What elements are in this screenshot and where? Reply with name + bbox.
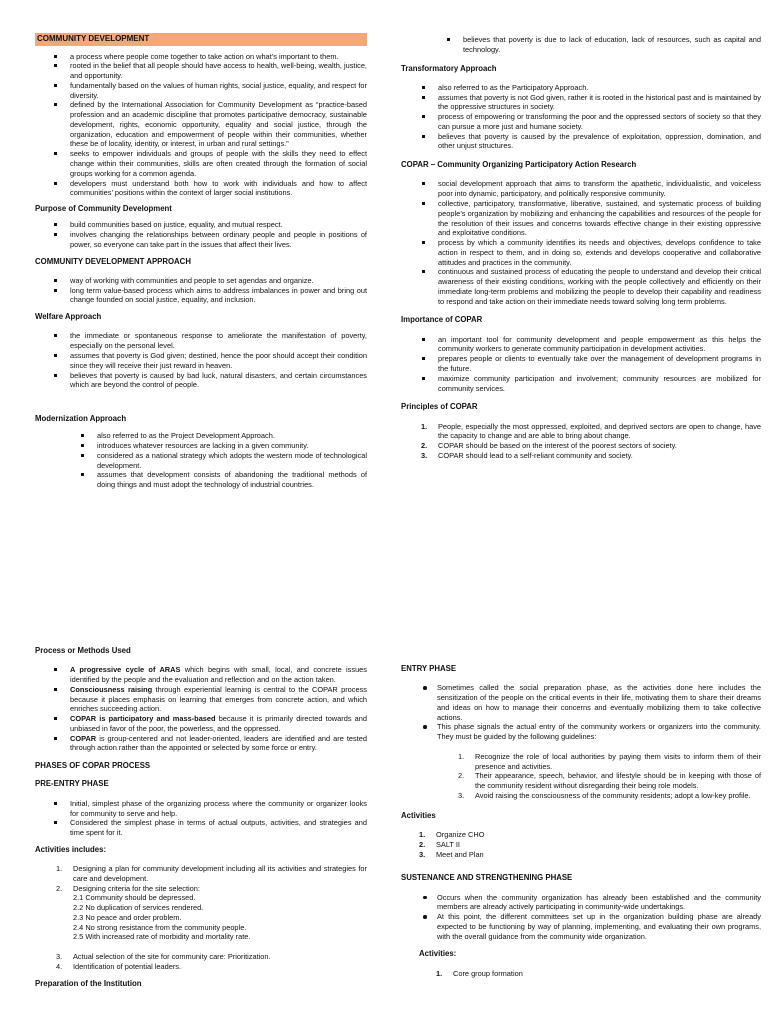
list-item: Occurs when the community organization has already been established and the community members are already actively participating in community-wide undertakings. xyxy=(437,892,761,912)
importance-heading: Importance of COPAR xyxy=(401,315,483,325)
list-item: way of working with communities and people to set agendas and organize. xyxy=(70,276,367,286)
list-item: also referred to as the Participatory Approach. xyxy=(438,83,761,93)
principles-list xyxy=(421,421,761,461)
modernization-heading: Modernization Approach xyxy=(35,414,127,424)
left-bottom-column xyxy=(35,646,367,989)
list-item: fundamentally based on the values of human rights, social justice, equality, and respect for diversity. xyxy=(70,80,367,100)
list-item: COPAR is group-centered and not leader-oriented, leaders are identified and are tested through action rather than the appointed or selected by some force or entry. xyxy=(70,733,367,753)
principles-heading: Principles of COPAR xyxy=(401,402,478,412)
copar-heading: COPAR – Community Organizing Participatory Action Research xyxy=(401,160,637,170)
cd-list xyxy=(70,52,367,198)
list-item: 3. COPAR should lead to a self-reliant community and society. xyxy=(421,450,633,460)
preentry-list xyxy=(70,799,367,838)
list-item: build communities based on justice, equality, and mutual respect. xyxy=(70,220,367,230)
phases-heading: PHASES OF COPAR PROCESS xyxy=(35,761,151,771)
list-item: assumes that poverty is God given; destined, hence the poor should accept their condition since they will receive their just reward in heaven. xyxy=(70,351,367,370)
transformatory-heading: Transformatory Approach xyxy=(401,63,497,73)
list-item: prepares people or clients to eventually take over the management of development programs in the future. xyxy=(438,354,761,373)
list-item: defined by the International Association for Community Development as “practice-based profession and an academic discipline that promotes participative democracy, sustainable development, rights, economic opportunity, equality and social justice, through the organization, education and empowerment of people within their communities, whether these be of locality, identity, or interest, in urban and rural settings.” xyxy=(70,100,367,149)
modernization-list xyxy=(97,431,367,490)
right-bottom-column xyxy=(401,664,761,978)
list-item: 2. SALT II xyxy=(419,839,460,849)
criteria-sublist xyxy=(73,893,367,942)
list-item: This phase signals the actual entry of the community workers or organizers into the community. They must be guided by the following guidelines: xyxy=(437,722,761,742)
process-heading: Process or Methods Used xyxy=(35,646,131,655)
doc-title: COMMUNITY DEVELOPMENT xyxy=(35,33,367,46)
list-item: 2. COPAR should be based on the interest of the poorest sectors of society. xyxy=(421,441,677,451)
list-item: collective, participatory, transformative, liberative, sustained, and systematic process of building people’s organization by mobilizing and enhancing the capabilities and resources of the people for the resolution of their issues and concerns towards effective change in their existing oppressive and exploitative conditions. xyxy=(438,198,761,238)
list-item: assumes that development consists of abandoning the traditional methods of doing things and must adopt the technology of industrial countries. xyxy=(97,470,367,490)
preparation-heading: Preparation of the Institution xyxy=(35,978,142,988)
guidelines-list xyxy=(458,751,761,801)
list-item: 1. Recognize the role of local authorities by paying them visits to inform them of their presence and activities. xyxy=(458,751,761,771)
entry-activities-list xyxy=(419,829,761,859)
list-item: a process where people come together to take action on what’s important to them. xyxy=(70,52,367,62)
list-item: Considered the simplest phase in terms of actual outputs, activities, and strategies and time spent for it. xyxy=(70,818,367,838)
list-item: 2.1 Community should be depressed. xyxy=(73,893,196,903)
list-item: continuous and sustained process of educating the people to understand and develop their critical awareness of their existing conditions, working with the people collectively and efficiently on their immediate long-term problems and mobilizing the people to develop their capability and readiness to respond and take action on their immediate needs toward solving long term problems. xyxy=(438,267,761,306)
list-item: Sometimes called the social preparation phase, as the activities done here includes the sensitization of the people on the critical events in their life, motivating them to share their dreams and ideas on how to manage their concerns and eventually mobilizing them to take collective actions. xyxy=(437,683,761,722)
process-list xyxy=(70,665,367,753)
list-item: maximize community participation and involvement; community resources are mobilized for community services. xyxy=(438,373,761,393)
list-item: 2.5 With increased rate of morbidity and mortality rate. xyxy=(73,932,251,942)
list-item: COPAR is participatory and mass-based because it is primarily directed towards and unbiased in favor of the poor, the powerless, and the oppressed. xyxy=(70,714,367,733)
list-item: 3. Actual selection of the site for community care: Prioritization. xyxy=(56,952,271,962)
list-item: also referred to as the Project Development Approach. xyxy=(97,431,367,441)
list-item: 1. Organize CHO xyxy=(419,829,485,839)
list-item: 2.4 No strong resistance from the community people. xyxy=(73,922,247,932)
list-item: introduces whatever resources are lacking in a given community. xyxy=(97,441,367,451)
purpose-heading: Purpose of Community Development xyxy=(35,204,172,214)
list-item: believes that poverty is caused by the prevalence of exploitation, oppression, domination, and other unjust structures. xyxy=(438,131,761,151)
purpose-list xyxy=(70,220,367,249)
list-item: social development approach that aims to transform the apathetic, individualistic, and voiceless poor into dynamic, participatory, and politically responsive community. xyxy=(438,179,761,199)
activities2-heading: Activities: xyxy=(419,949,457,959)
modernization-cont-list xyxy=(463,35,761,55)
activities-heading: Activities xyxy=(401,810,436,820)
list-item: believes that poverty is due to lack of education, lack of resources, such as capital and technology. xyxy=(463,35,761,54)
list-item: 1. Core group formation xyxy=(436,968,523,978)
list-item: considered as a national strategy which adopts the western mode of technological development. xyxy=(97,450,367,470)
list-item: 2. Designing criteria for the site selection: 2.1 Community should be depressed. 2.2 No duplication of services rendered. 2.3 No peace and order problem. 2.4 No strong resistance from the community people. 2.5 With increased rate of morbidity and mortality rate. xyxy=(73,884,367,943)
left-top-column xyxy=(35,33,367,490)
importance-list xyxy=(438,335,761,394)
entry-heading: ENTRY PHASE xyxy=(401,664,457,673)
copar-list xyxy=(438,179,761,306)
list-item: involves changing the relationships between ordinary people and people in positions of power, so everyone can take part in the issues that affect their lives. xyxy=(70,230,367,249)
approach-list xyxy=(70,276,367,305)
sustenance-heading: SUSTENANCE AND STRENGTHENING PHASE xyxy=(401,873,573,883)
preentry-heading: PRE-ENTRY PHASE xyxy=(35,779,109,789)
list-item: process of empowering or transforming the poor and the oppressed sectors of society so that they can pursue a more just and humane society. xyxy=(438,112,761,131)
approach-heading: COMMUNITY DEVELOPMENT APPROACH xyxy=(35,256,191,266)
welfare-list xyxy=(70,331,367,390)
sustenance-list xyxy=(437,893,761,942)
list-item: process by which a community identifies its needs and objectives, develops confidence to take action in respect to them, and in doing so, extends and develops cooperative and collaborative attitudes and practices in the community. xyxy=(438,238,761,267)
list-item: 1. People, especially the most oppressed, exploited, and deprived sectors are open to change, have the capacity to change and are able to bring about change. xyxy=(421,421,761,441)
sustenance-activities-list xyxy=(436,968,761,979)
list-item: Consciousness raising through experiential learning is central to the COPAR process because it places emphasis on learning that emerges from concrete action, and which enriches succeeding action. xyxy=(70,684,367,714)
list-item: 3. Meet and Plan xyxy=(419,849,484,859)
list-item: assumes that poverty is not God given, rather it is rooted in the historical past and is maintained by the oppressive structures in society. xyxy=(438,92,761,112)
list-item: rooted in the belief that all people should have access to health, well-being, wealth, justice, and opportunity. xyxy=(70,61,367,81)
list-item: 2. Their appearance, speech, behavior, and lifestyle should be in keeping with those of the community resident without disregarding their being role models. xyxy=(458,771,761,791)
list-item: seeks to empower individuals and groups of people with the skills they need to effect change within their communities, skills are often created through the formation of social groups working for a common agenda. xyxy=(70,149,367,178)
list-item: 2.3 No peace and order problem. xyxy=(73,912,182,922)
list-item: the immediate or spontaneous response to ameliorate the manifestation of poverty, especially on the personal level. xyxy=(70,331,367,351)
activities-heading: Activities includes: xyxy=(35,844,107,854)
list-item: A progressive cycle of ARAS which begins with small, local, and concrete issues identified by the people and the evaluation and reflection and on the action taken. xyxy=(70,665,367,685)
list-item: 1. Designing a plan for community development including all its activities and strategies for care and development. xyxy=(56,864,367,883)
list-item: 4. Identification of potential leaders. xyxy=(56,961,182,971)
list-item: 3. Avoid raising the consciousness of the community residents; adopt a low-key profile. xyxy=(458,790,751,800)
entry-list xyxy=(437,683,761,742)
list-item: Initial, simplest phase of the organizing process where the community or organizer looks for community to serve and help. xyxy=(70,798,367,818)
welfare-heading: Welfare Approach xyxy=(35,312,102,322)
transformatory-list xyxy=(438,83,761,151)
list-item: At this point, the different committees set up in the organization building phase are already expected to be functioning by way of planning, implementing, and evaluating their own programs, with the overall guidance from the community wide organization. xyxy=(437,912,761,941)
list-item: believes that poverty is caused by bad luck, natural disasters, and certain circumstances which are beyond the control of people. xyxy=(70,370,367,390)
list-item: an important tool for community development and people empowerment as this helps the community workers to generate community participation in development activities. xyxy=(438,334,761,354)
activities-list xyxy=(56,864,367,972)
list-item: long term value-based process which aims to address imbalances in power and bring out change founded on social justice, equality, and inclusion. xyxy=(70,285,367,305)
list-item: developers must understand both how to work with individuals and how to affect communities’ positions within the context of larger social institutions. xyxy=(70,178,367,198)
right-top-column xyxy=(401,35,761,461)
list-item: 2.2 No duplication of services rendered. xyxy=(73,903,204,913)
